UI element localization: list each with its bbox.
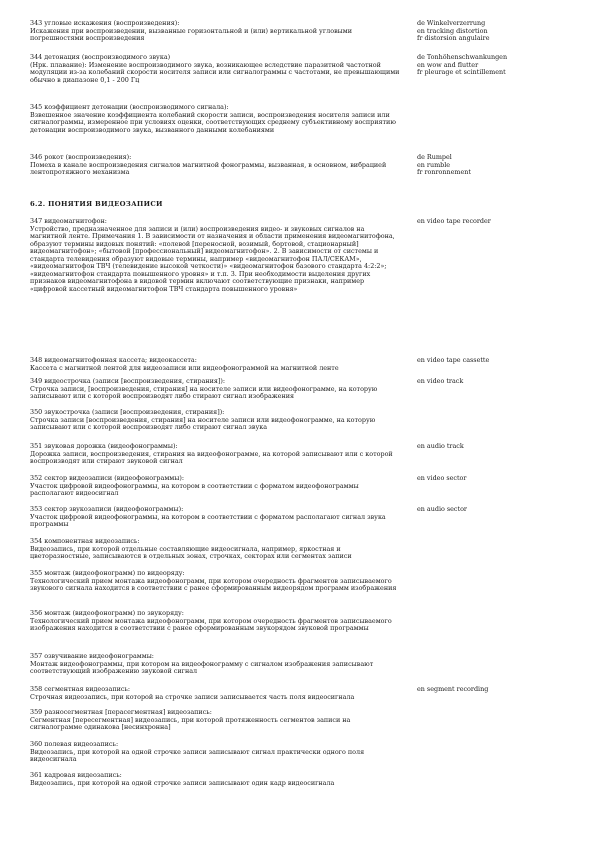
term-definition: Монтаж видеофонограммы, при котором на видеофонограмму с сигналом изображения записывают соответствующий изображению звуковой сигнал — [30, 659, 374, 676]
term-entry-344 — [30, 54, 400, 84]
foreign-term: en video track — [417, 377, 464, 385]
term-heading: 358 сегментная видеозапись: — [30, 685, 131, 693]
term-definition: Помеха в канале воспроизведения сигналов магнитной фонограммы, вызванная, в основном, вибрацией лентопротяжного механизма — [30, 160, 387, 177]
term-definition: Искажения при воспроизведении, вызванные горизонтальной и (или) вертикальной угловыми погрешностями воспроизведения — [30, 26, 352, 43]
foreign-term: fr pleurage et scintillement — [417, 68, 506, 77]
foreign-equivalents-346 — [417, 154, 587, 177]
term-heading: 353 сектор звукозаписи (видеофонограммы): — [30, 505, 184, 513]
foreign-equivalents-343 — [417, 20, 587, 43]
term-heading: 361 кадровая видеозапись: — [30, 771, 122, 779]
term-definition: Технологический прием монтажа видеофонограмм, при котором очередность фрагментов записываемого звукового сигнала находится в соответствии с ранее сформированным видеорядом программ изображения — [30, 576, 397, 593]
foreign-term: fr ronronnement — [417, 168, 471, 177]
foreign-term: en video tape cassette — [417, 356, 490, 364]
term-heading: 344 детонация (воспроизводимого звука) — [30, 53, 171, 61]
term-entry-357 — [30, 653, 400, 676]
term-entry-348 — [30, 357, 400, 372]
section-title: 6.2. ПОНЯТИЯ ВИДЕОЗАПИСИ — [30, 200, 163, 208]
term-entry-343 — [30, 20, 400, 43]
term-definition: Участок цифровой видеофонограммы, на котором в соответствии с форматом видеофонограммы располагают видеосигнал — [30, 481, 359, 498]
term-heading: 346 рокот (воспроизведения): — [30, 153, 132, 161]
term-definition: (Нрк. плавание): Изменение воспроизводимого звука, возникающее вследствие паразитной частотной модуляции из-за колебаний скорости носителя записи или сигналограммы с частотами, не превышающими обычно в диапазоне 0,1 - 200 Гц — [30, 60, 400, 84]
term-entry-346 — [30, 154, 400, 177]
term-entry-359 — [30, 709, 400, 732]
term-definition: Дорожка записи, воспроизведения, стирания на видеофонограмме, на которой записывают или с которой воспроизводят или стирают звуковой сигнал — [30, 449, 393, 466]
term-entry-360 — [30, 741, 400, 764]
foreign-term: en video tape recorder — [417, 217, 491, 225]
foreign-term: de Tonhöhenschwankungen — [417, 53, 508, 61]
term-definition: Видеозапись, при которой отдельные составляющие видеосигнала, например, яркостная и цветоразностные, записываются в отдельных зонах, строчках, секторах или сегментах записи — [30, 544, 352, 561]
foreign-term: en audio track — [417, 442, 464, 450]
term-definition: Технологический прием монтажа видеофонограмм, при котором очередность фрагментов записываемого изображения находится в соответствии с ранее сформированным звукорядом звуковой программы — [30, 616, 392, 633]
foreign-term: en audio sector — [417, 505, 467, 513]
term-definition: Взвешенное значение коэффициента колебаний скорости записи, воспроизведения носителя записи или сигналограммы, измеренное при условиях оценки, соответствующих среднему субъективному восприятию детонации воспроизводимого звука, вызванного данными колебаниями — [30, 110, 396, 134]
term-entry-345 — [30, 104, 400, 134]
term-entry-356 — [30, 610, 400, 633]
term-heading: 345 коэффициент детонации (воспроизводимого сигнала): — [30, 103, 229, 111]
term-entry-347 — [30, 218, 400, 293]
term-entry-358 — [30, 686, 400, 701]
term-heading: 357 озвучивание видеофонограммы: — [30, 652, 154, 660]
term-heading: 354 компонентная видеозапись: — [30, 537, 140, 545]
foreign-term: en segment recording — [417, 685, 489, 693]
term-entry-352 — [30, 475, 400, 498]
term-definition: Видеозапись, при которой на одной строчке записи записывают один кадр видеосигнала — [30, 778, 335, 787]
foreign-equivalents-347 — [417, 218, 587, 226]
term-entry-353 — [30, 506, 400, 529]
term-definition: Строчная видеозапись, при которой на строчке записи записывается часть поля видеосигнала — [30, 692, 355, 701]
term-heading: 360 полевая видеозапись: — [30, 740, 119, 748]
foreign-term: en tracking distortion — [417, 26, 488, 35]
term-heading: 359 разносегментная [перасегментная] видеозапись: — [30, 708, 212, 716]
foreign-term: fr distorsion angulaire — [417, 34, 490, 43]
term-heading: 356 монтаж (видеофонограмм) по звукоряду: — [30, 609, 184, 617]
term-definition: Кассета с магнитной лентой для видеозаписи или видеофонограммой на магнитной ленте — [30, 363, 339, 372]
term-entry-350 — [30, 409, 400, 432]
foreign-equivalents-344 — [417, 54, 587, 77]
term-heading: 355 монтаж (видеофонограмм) по видеоряду: — [30, 569, 185, 577]
term-definition: Сегментная [пересегментная] видеозапись, при которой протяженность сегментов записи на сигналограмме одинакова [несинхронна] — [30, 715, 351, 732]
term-heading: 347 видеомагнитофон: — [30, 217, 107, 225]
term-definition: Устройство, предназначенное для записи и (или) воспроизведения видео- и звуковых сигналов на магнитной ленте. Примечания 1. В зависимости от назначения и области применения видеомагнитофона, образуют термины видовых понятий: «полевой [переносной, возимый, бортовой, стационарный] видеомагнитофон»; «бытовой [профессиональный] видеомагнитофон». 2. В зависимости от системы и стандарта телевидения образуют видовые термины, например «видеомагнитофон ПАЛ/СЕКАМ», «видеомагнитофон ТВЧ (телевидение высокой четкости)» «видеомагнитофон базового стандарта 4:2:2»; «видеомагнитофон стандарта повышенного уровня» и т.п. 3. При необходимости выделения других признаков видеомагнитофона в видовой термин включают соответствующие признаки, например «цифровой кассетный видеомагнитофон ТВЧ стандарта повышенного уровня» — [30, 224, 395, 293]
term-definition: Видеозапись, при которой на одной строчке записи записывают сигнал практически одного поля видеосигнала — [30, 747, 365, 764]
term-heading: 350 звукострочка (записи [воспроизведения, стирания]): — [30, 408, 225, 416]
term-definition: Строчка записи [воспроизведения, стирания] на носителе записи или видеофонограмме, на которую записывают или с которой воспроизводят либо стирают сигнал звука — [30, 415, 376, 432]
term-definition: Участок цифровой видеофонограммы, на котором в соответствии с форматом располагают сигнал звука программы — [30, 512, 386, 529]
term-definition: Строчка записи, [воспроизведения, стирания] на носителе записи или видеофонограмме, на которую записывают или с которой воспроизводят либо стирают сигнал изображения — [30, 384, 378, 401]
term-entry-361 — [30, 772, 400, 787]
term-entry-349 — [30, 378, 400, 401]
term-entry-351 — [30, 443, 400, 466]
term-entry-355 — [30, 570, 400, 593]
foreign-equivalents-351 — [417, 443, 587, 451]
foreign-term: de Rumpel — [417, 153, 452, 161]
foreign-term: en video sector — [417, 474, 467, 482]
foreign-equivalents-349 — [417, 378, 587, 386]
foreign-term: en rumble — [417, 160, 451, 169]
term-heading: 349 видеострочка (записи [воспроизведения, стирания]): — [30, 377, 226, 385]
term-entry-354 — [30, 538, 400, 561]
term-heading: 352 сектор видеозаписи (видеофонограммы): — [30, 474, 184, 482]
term-heading: 351 звуковая дорожка (видеофонограммы): — [30, 442, 178, 450]
term-heading: 348 видеомагнитофонная кассета; видеокассета: — [30, 356, 197, 364]
foreign-equivalents-353 — [417, 506, 587, 514]
foreign-equivalents-358 — [417, 686, 587, 694]
foreign-term: en wow and flutter — [417, 60, 479, 69]
foreign-equivalents-348 — [417, 357, 587, 365]
foreign-term: de Winkelverzerrung — [417, 19, 486, 27]
foreign-equivalents-352 — [417, 475, 587, 483]
term-heading: 343 угловые искажения (воспроизведения): — [30, 19, 180, 27]
